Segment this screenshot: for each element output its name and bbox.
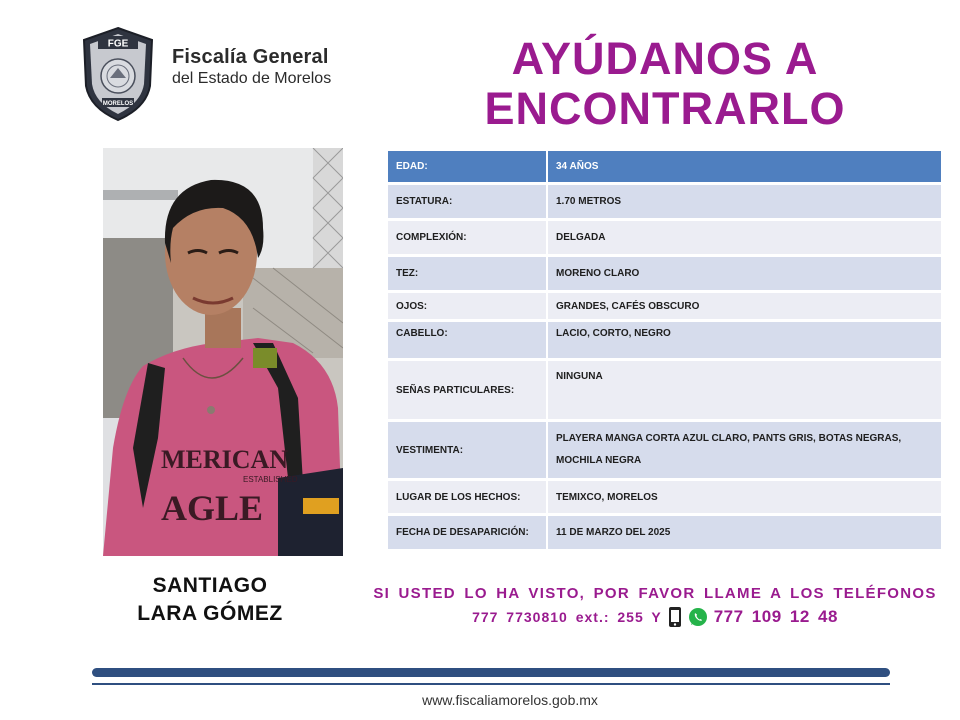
logo-text-top: FGE [107, 38, 129, 50]
person-first-name: SANTIAGO [152, 574, 268, 597]
age-label: EDAD: [388, 151, 548, 182]
phone-number-1: 777 7730810 ext.: 255 Y [472, 609, 662, 625]
cta-line1: SI USTED LO HA VISTO, POR FAVOR LLAME A LOS TELÉFONOS [373, 585, 937, 602]
clothing-label: VESTIMENTA: [388, 422, 548, 478]
clothing-value [548, 422, 941, 478]
fge-shield-logo [80, 26, 156, 122]
cta-line2 [360, 606, 950, 628]
table-row [388, 322, 941, 358]
mobile-phone-icon [668, 606, 682, 628]
shirt-small-text: ESTABLISHED [243, 475, 298, 484]
footer-divider [92, 683, 890, 685]
table-row [388, 185, 941, 218]
eyes-label: OJOS: [388, 293, 548, 319]
logo-text-bottom: MORELOS [102, 101, 134, 107]
org-name: Fiscalía General [172, 46, 329, 68]
org-block [172, 46, 331, 88]
eyes-value: GRANDES, CAFÉS OBSCURO [548, 293, 941, 319]
table-row [388, 481, 941, 513]
hair-label: CABELLO: [388, 322, 548, 358]
clothing-value-line2: MOCHILA NEGRA [556, 455, 642, 466]
hair-value: LACIO, CORTO, NEGRO [548, 322, 941, 358]
whatsapp-icon [688, 607, 708, 627]
build-value: DELGADA [548, 221, 941, 254]
age-value: 34 AÑOS [548, 151, 941, 182]
person-last-name: LARA GÓMEZ [137, 602, 283, 625]
clothing-value-line1: PLAYERA MANGA CORTA AZUL CLARO, PANTS GRIS, BOTAS NEGRAS, [556, 433, 902, 444]
marks-label: SEÑAS PARTICULARES: [388, 361, 548, 419]
marks-value: NINGUNA [548, 361, 941, 419]
skin-value: MORENO CLARO [548, 257, 941, 290]
shirt-text-1: MERICAN [161, 445, 289, 474]
skin-label: TEZ: [388, 257, 548, 290]
height-label: ESTATURA: [388, 185, 548, 218]
website-link[interactable]: www.fiscaliamorelos.gob.mx [422, 692, 598, 708]
org-subtitle: del Estado de Morelos [172, 70, 332, 87]
phone-number-2: 777 109 12 48 [713, 607, 838, 626]
table-row [388, 151, 941, 182]
footer-bar [92, 668, 890, 677]
build-label: COMPLEXIÓN: [388, 221, 548, 254]
headline-line2: ENCONTRARLO [484, 83, 846, 134]
height-value: 1.70 METROS [548, 185, 941, 218]
headline [470, 34, 860, 134]
missing-person-photo [103, 148, 343, 556]
details-table [388, 148, 941, 552]
call-to-action [360, 585, 950, 628]
date-value: 11 DE MARZO DEL 2025 [548, 516, 941, 549]
shirt-text-2: AGLE [161, 488, 264, 528]
table-row [388, 422, 941, 478]
table-row [388, 293, 941, 319]
person-name [110, 572, 310, 628]
place-label: LUGAR DE LOS HECHOS: [388, 481, 548, 513]
table-row [388, 516, 941, 549]
place-value: TEMIXCO, MORELOS [548, 481, 941, 513]
table-row [388, 257, 941, 290]
table-row [388, 361, 941, 419]
date-label: FECHA DE DESAPARICIÓN: [388, 516, 548, 549]
table-row [388, 221, 941, 254]
headline-line1: AYÚDANOS A [511, 33, 819, 84]
